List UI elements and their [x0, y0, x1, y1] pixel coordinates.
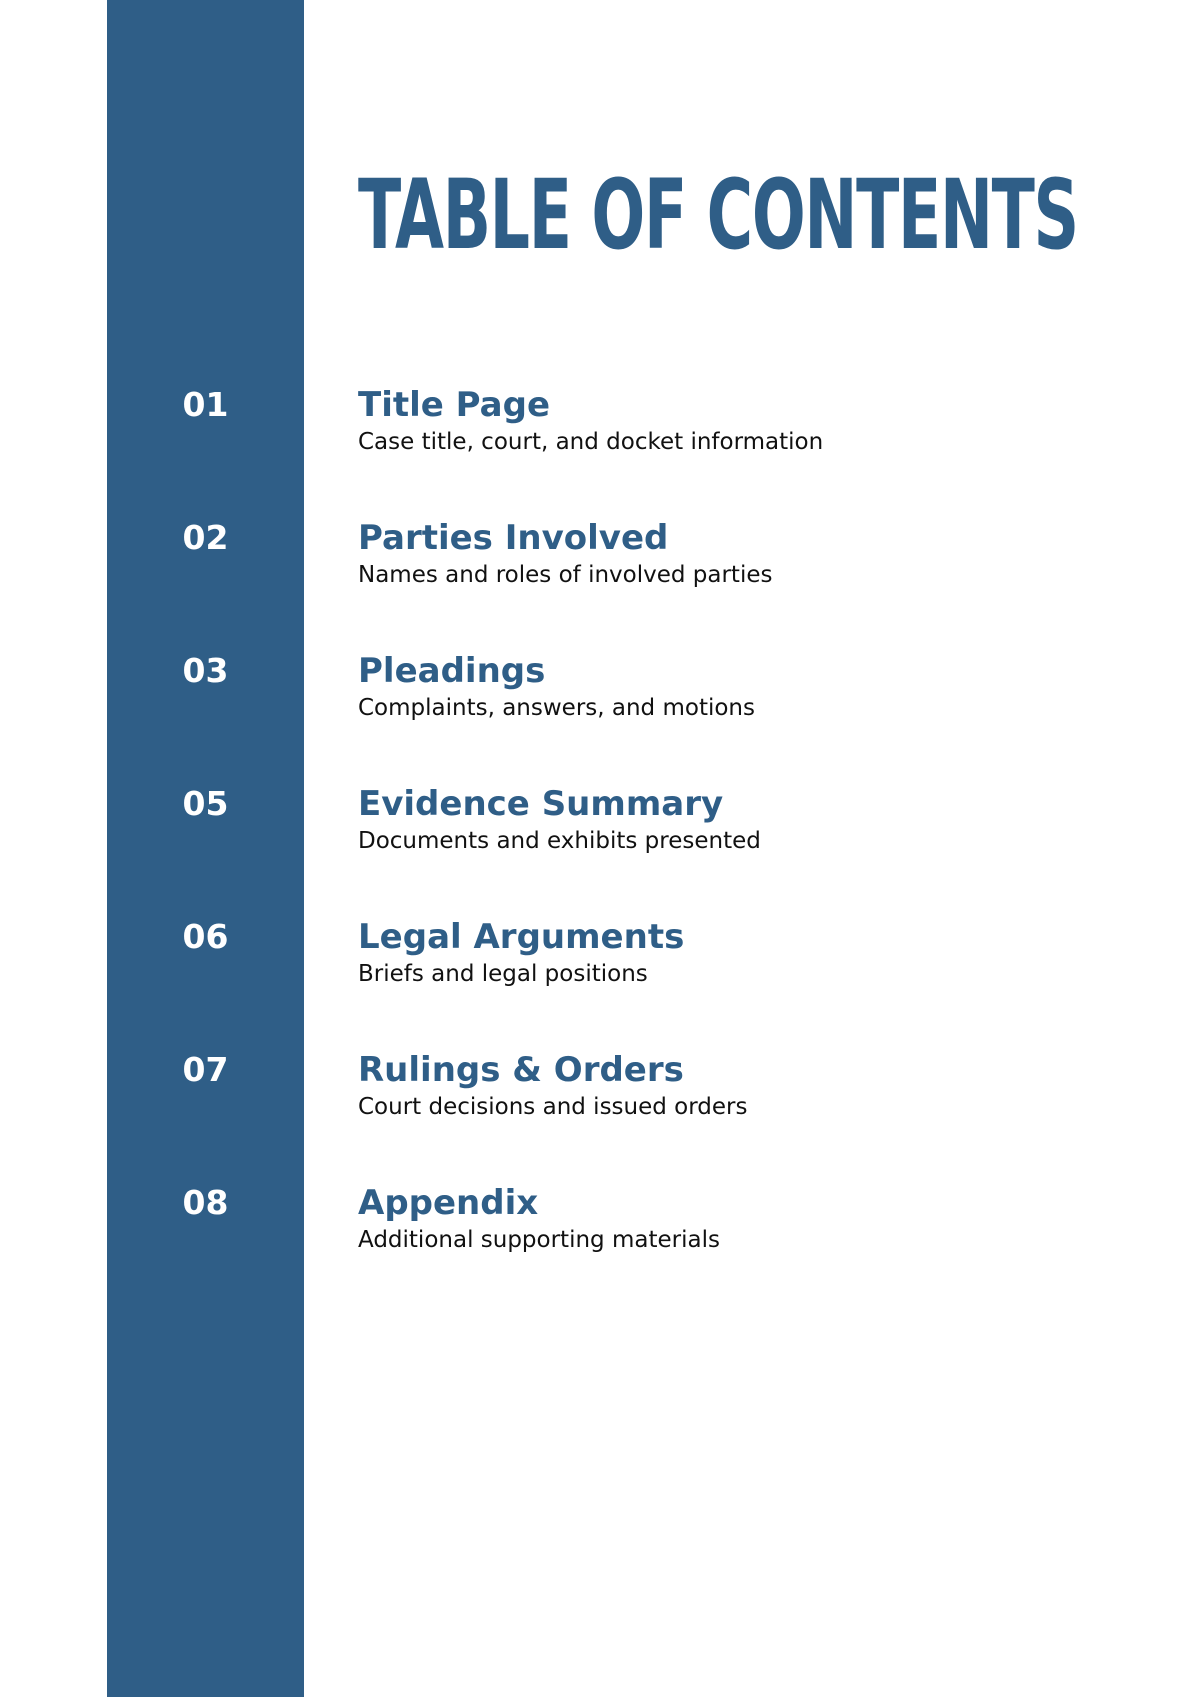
toc-heading[interactable]: Appendix [358, 1183, 539, 1223]
toc-description: Complaints, answers, and motions [358, 695, 755, 721]
toc-heading[interactable]: Parties Involved [358, 518, 669, 558]
toc-description: Names and roles of involved parties [358, 562, 773, 588]
toc-number: 01 [182, 385, 229, 424]
toc-description: Case title, court, and docket information [358, 429, 824, 455]
toc-description: Additional supporting materials [358, 1227, 720, 1253]
page-title: TABLE OF CONTENTS [358, 159, 1078, 271]
toc-description: Documents and exhibits presented [358, 828, 761, 854]
toc-heading[interactable]: Title Page [358, 385, 550, 425]
toc-heading[interactable]: Pleadings [358, 651, 546, 691]
toc-heading[interactable]: Rulings & Orders [358, 1050, 684, 1090]
toc-entry-appendix[interactable] [0, 1183, 1200, 1273]
toc-heading[interactable]: Evidence Summary [358, 784, 724, 824]
toc-entry-title-page[interactable] [0, 385, 1200, 475]
toc-entry-parties-involved[interactable] [0, 518, 1200, 608]
toc-entry-rulings-orders[interactable] [0, 1050, 1200, 1140]
toc-description: Court decisions and issued orders [358, 1094, 748, 1120]
toc-number: 05 [182, 784, 229, 823]
toc-entry-evidence-summary[interactable] [0, 784, 1200, 874]
toc-number: 02 [182, 518, 229, 557]
toc-number: 03 [182, 651, 229, 690]
toc-entry-legal-arguments[interactable] [0, 917, 1200, 1007]
toc-description: Briefs and legal positions [358, 961, 648, 987]
toc-entry-pleadings[interactable] [0, 651, 1200, 741]
toc-number: 06 [182, 917, 229, 956]
toc-number: 07 [182, 1050, 229, 1089]
toc-heading[interactable]: Legal Arguments [358, 917, 685, 957]
toc-number: 08 [182, 1183, 229, 1222]
